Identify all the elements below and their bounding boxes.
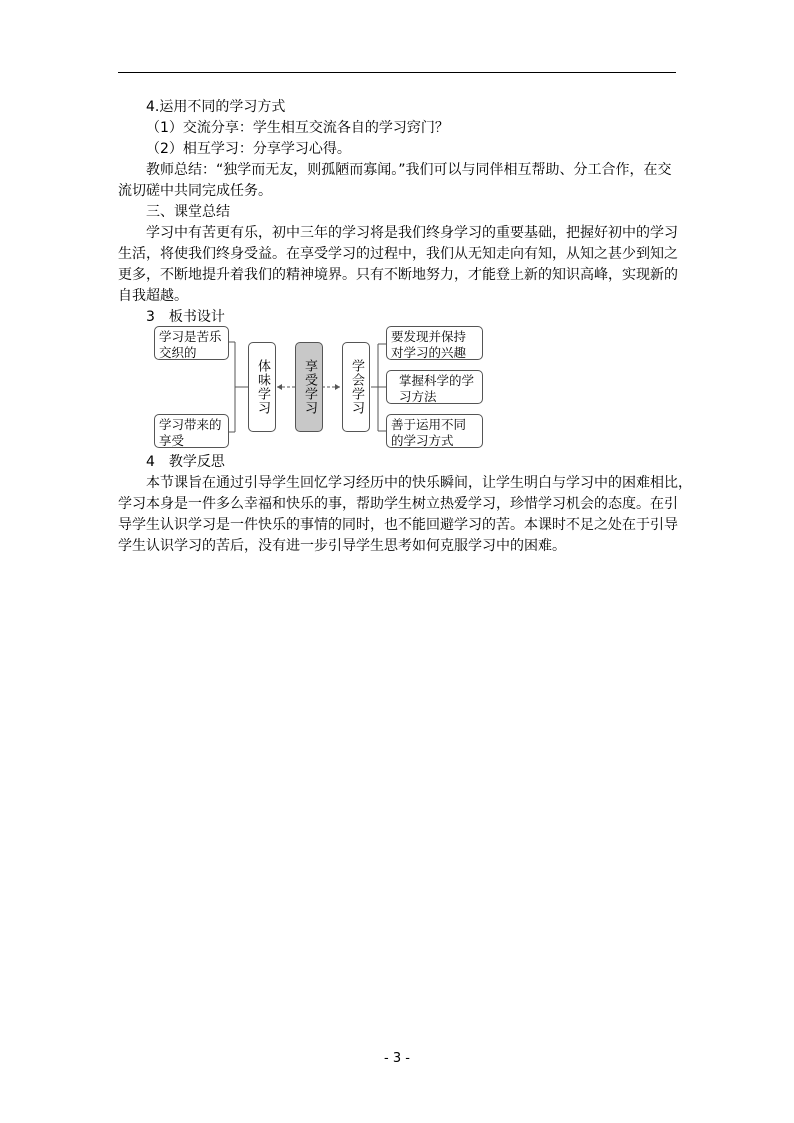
reflection-line4: 学生认识学习的苦后，没有进一步引导学生思考如何克服学习中的困难。 [118, 538, 566, 554]
item-exchange-sharing: （1）交流分享：学生相互交流各自的学习窍门？ [146, 120, 449, 136]
teacher-summary-line2: 流切磋中共同完成任务。 [118, 183, 272, 199]
box-keep-interest: 要发现并保持对学习的兴趣 [386, 326, 483, 360]
body-text [118, 97, 678, 328]
heading-teaching-reflection: 4 教学反思 [146, 454, 225, 470]
teacher-summary-line1: 教师总结：“独学而无友，则孤陋而寡闻。”我们可以与同伴相互帮助、分工合作，在交 [146, 162, 672, 178]
box-learn-to-learn: 学会学习 [342, 342, 370, 432]
reflection-line1: 本节课旨在通过引导学生回忆学习经历中的快乐瞬间，让学生明白与学习中的困难相比， [146, 475, 692, 491]
box-scientific-method: 掌握科学的学习方法 [386, 370, 483, 404]
heading-class-summary: 三、课堂总结 [146, 204, 230, 220]
summary-line1: 学习中有苦更有乐，初中三年的学习将是我们终身学习的重要基础，把握好初中的学习 [146, 225, 678, 241]
summary-line4: 自我超越。 [118, 288, 188, 304]
box-different-ways: 善于运用不同的学习方式 [386, 414, 483, 448]
page-number: - 3 - [384, 1051, 410, 1066]
box-learning-enjoyment: 学习带来的享受 [154, 414, 229, 448]
summary-line3: 更多，不断地提升着我们的精神境界。只有不断地努力，才能登上新的知识高峰，实现新的 [118, 267, 678, 283]
header-rule [118, 72, 676, 73]
reflection-text [118, 452, 692, 557]
box-bitter-sweet: 学习是苦乐交织的 [154, 326, 229, 360]
summary-line2: 生活，将使我们终身受益。在享受学习的过程中，我们从无知走向有知，从知之甚少到知之 [118, 246, 678, 262]
reflection-line2: 学习本身是一件多么幸福和快乐的事，帮助学生树立热爱学习，珍惜学习机会的态度。在引 [118, 496, 678, 512]
board-design-diagram [150, 322, 490, 450]
heading-board-design: 3 板书设计 [146, 309, 225, 325]
heading-learning-methods: 4.运用不同的学习方式 [146, 99, 286, 115]
box-enjoy-learning: 享受学习 [295, 342, 323, 432]
item-mutual-learning: （2）相互学习：分享学习心得。 [146, 141, 351, 157]
reflection-line3: 导学生认识学习是一件快乐的事情的同时，也不能回避学习的苦。本课时不足之处在于引导 [118, 517, 678, 533]
box-experience-learning: 体味学习 [248, 342, 276, 432]
